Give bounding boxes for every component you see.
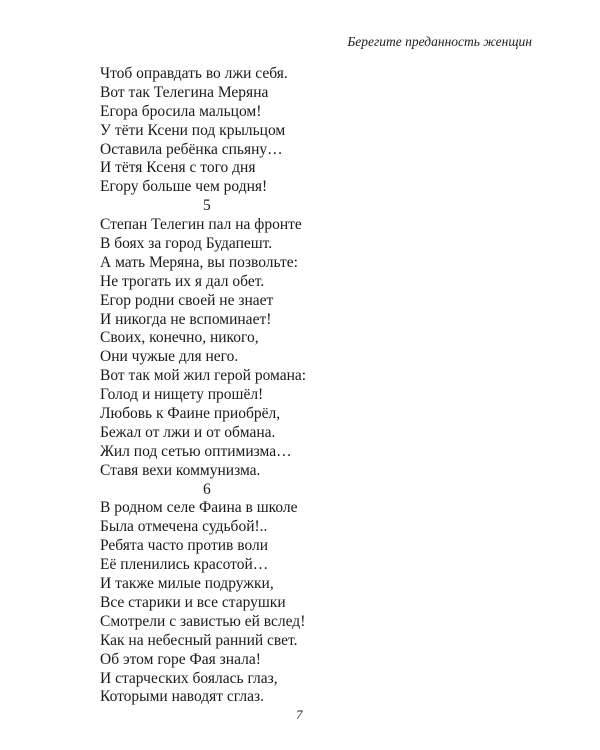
verse-line: Её пленились красотой…: [100, 556, 269, 574]
verse-line: Оставила ребёнка спьяну…: [100, 140, 283, 158]
verse-line: Как на небесный ранний свет.: [100, 631, 298, 649]
verse-line: Бежал от лжи и от обмана.: [100, 423, 276, 441]
verse-line: А мать Меряна, вы позвольте:: [100, 253, 298, 271]
verse-line: Жил под сетью оптимизма…: [100, 442, 292, 460]
verse-line: В родном селе Фаина в школе: [100, 499, 298, 517]
verse-line: Ребята часто против воли: [100, 537, 269, 555]
section-number: 5: [203, 197, 211, 215]
verse-line: Была отмечена судьбой!..: [100, 518, 268, 536]
verse-line: У тёти Ксени под крыльцом: [100, 121, 286, 139]
verse-line: Егору больше чем родня!: [100, 178, 268, 196]
verse-line: И также милые подружки,: [100, 575, 274, 593]
verse-line: Вот так мой жил герой романа:: [100, 367, 307, 385]
verse-line: Чтоб оправдать во лжи себя.: [100, 65, 288, 82]
verse-line: Своих, конечно, никого,: [100, 329, 259, 347]
verse-line: И никогда не вспоминает!: [100, 310, 272, 328]
verse-line: Не трогать их я дал обет.: [100, 272, 265, 290]
verse-line: Об этом горе Фая знала!: [100, 650, 261, 668]
running-header: Берегите преданность женщин: [347, 34, 532, 49]
verse-line: Вот так Телегина Меряна: [100, 83, 269, 101]
verse-line: Степан Телегин пал на фронте: [100, 216, 302, 234]
verse-line: Любовь к Фаине приобрёл,: [100, 405, 281, 423]
poem-text: [100, 65, 360, 707]
verse-line: И старческих боялась глаз,: [100, 669, 278, 687]
verse-line: Смотрели с завистью ей вслед!: [100, 612, 306, 630]
verse-line: В боях за город Будапешт.: [100, 235, 273, 253]
verse-line: Которыми наводят сглаз.: [100, 688, 264, 706]
verse-line: Егора бросила мальцом!: [100, 102, 262, 120]
verse-line: Все старики и все старушки: [100, 593, 286, 611]
page-number: 7: [296, 707, 303, 722]
verse-line: И тётя Ксеня с того дня: [100, 159, 256, 177]
verse-line: Егор родни своей не знает: [100, 291, 274, 309]
section-number: 6: [203, 480, 211, 498]
verse-line: Они чужые для него.: [100, 348, 239, 366]
verse-line: Ставя вехи коммунизма.: [100, 461, 261, 479]
verse-line: Голод и нищету прошёл!: [100, 386, 264, 404]
